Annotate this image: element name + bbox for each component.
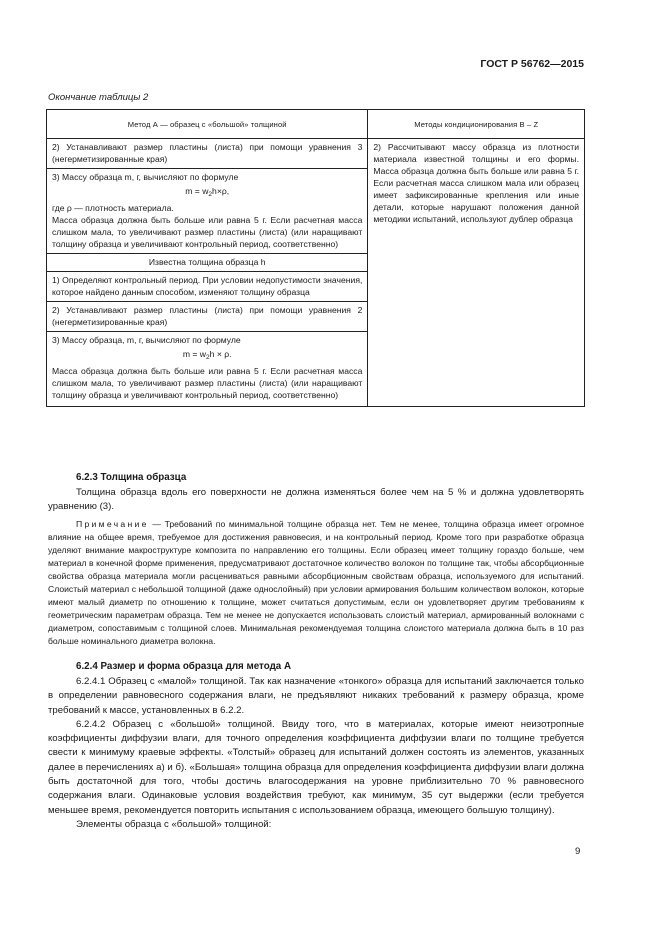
section-heading-6-2-3: 6.2.3 Толщина образца	[76, 472, 187, 483]
table-cell-right-mass: 2) Рассчитывают массу образца из плотности материала известной толщины и его формы. Масса образца должна быть больше или равна 5 г. Если расчетная масса слишком мала или образец имеет зафиксированные крепления или иные детали, которые нарушают положения данной методики испытаний, используют дублер образца	[368, 139, 585, 407]
paragraph-6-2-4-2: 6.2.4.2 Образец с «большой» толщиной. Ввиду того, что в материалах, которые имеют неизотропные коэффициенты диффузии влаги, для точного определения коэффициента диффузии влаги по толщине требуется свести к минимуму краевые эффекты. «Толстый» образец для испытаний должен состоять из элементов, указанных далее в перечислениях а) и б). «Большая» толщина образца для определения коэффициента диффузии влаги должна быть достаточной для того, чтобы достичь влагосодержания на уровне приблизительно 70 % равновесного содержания влаги. Одинаковые условия воздействия требуют, как минимум, 35 сут выдержки (если требуется меньшее время, рекомендуется повторить испытания с использованием образца, имеющего большую толщину).	[48, 718, 584, 816]
mass-formula-intro: 3) Массу образца m, г, вычисляют по формуле	[52, 172, 239, 182]
paragraph-elements-intro: Элементы образца с «большой» толщиной:	[76, 818, 272, 830]
table-subheader-known-thickness: Известна толщина образца h	[47, 254, 368, 272]
paragraph-6-2-4-1: 6.2.4.1 Образец с «малой» толщиной. Так как назначение «тонкого» образца для испытаний заключается только в определении равновесного содержания влаги, не предъявляют никаких требований к размеру образца, кроме требований к массе, установленных в 6.2.2.	[48, 676, 584, 716]
conditioning-table	[46, 109, 585, 407]
formula-subscript: 2	[208, 191, 213, 198]
density-definition: где ρ — плотность материала.	[52, 203, 174, 213]
mass-formula-intro-2: 3) Массу образца, m, г, вычисляют по формуле	[52, 335, 241, 345]
page-number: 9	[575, 846, 581, 857]
mass-requirement-1: Масса образца должна быть больше или равна 5 г. Если расчетная масса слишком мала, то увеличивают размер пластины (листа) (или наращивают толщину образца и увеличивают контрольный период, соответственно)	[52, 215, 363, 249]
section-6-2-4-body	[48, 675, 584, 832]
note-text: — Требований по минимальной толщине образца нет. Тем не менее, толщина образца имеет огромное влияние на общее время, требуемое для достижения равновесия, и на контрольный период. Кроме того при разработке образца уделяют внимание макроструктуре композита по направлению его толщины. Если образец имеет толщину гораздо больше, чем материал в конечной форме применения, предусматривают достаточное количество волокон по толщине так, чтобы абсорбционные свойства образца материала могли расцениваться равными абсорбционным свойствам образца, используемого для испытаний. Слоистый материал с небольшой толщиной (даже однослойный) при условии армирования большим количеством волокон, которые имеют малый диаметр по отношению к толщине, может считаться допустимым, если он удовлетворяет другим требованиям к геометрическим параметрам образца. Тем не менее не допускается использовать слоистый материал, армированный волокнами с диаметром, сопоставимым с толщиной слоев. Минимальная рекомендуемая толщина слоистого материала должна быть в 10 раз больше номинального диаметра волокна.	[48, 519, 584, 646]
table-cell-mass-formula-2	[47, 332, 368, 407]
note-paragraph	[48, 518, 584, 648]
formula-subscript: 2	[206, 354, 210, 361]
section-heading-6-2-4: 6.2.4 Размер и форма образца для метода А	[76, 661, 292, 672]
table-cell-size-eq3: 2) Устанавливают размер пластины (листа) при помощи уравнения 3 (негерметизированные края)	[47, 139, 368, 169]
table-cell-control-period: 1) Определяют контрольный период. При условии недопустимости значения, которое найдено данным способом, изменяют толщину образца	[47, 272, 368, 302]
table-cell-size-eq2: 2) Устанавливают размер пластины (листа) при помощи уравнения 2 (негерметизированные края)	[47, 302, 368, 332]
table-cell-mass-formula-1	[47, 169, 368, 254]
mass-formula-2: $m = w_2h \times \rho$.	[182, 349, 232, 361]
note-label: Примечание	[76, 519, 149, 529]
standard-header: ГОСТ Р 56762—2015	[480, 58, 584, 70]
mass-requirement-2: Масса образца должна быть больше или равна 5 г. Если расчетная масса слишком мала, то увеличивают размер пластины (листа) (или наращивают толщину образца и увеличивают контрольный период, соответственно)	[52, 366, 363, 400]
table-caption: Окончание таблицы 2	[48, 92, 149, 103]
mass-formula-1: $m = w_2h\times\rho$,	[185, 186, 230, 198]
table-header-method-a: Метод А — образец с «большой» толщиной	[47, 110, 368, 139]
section-6-2-3-paragraph: Толщина образца вдоль его поверхности не должна изменяться более чем на 5 % и должна удовлетворять уравнению (3).	[48, 487, 584, 513]
table-header-methods: Методы кондиционирования B – Z	[368, 110, 585, 139]
